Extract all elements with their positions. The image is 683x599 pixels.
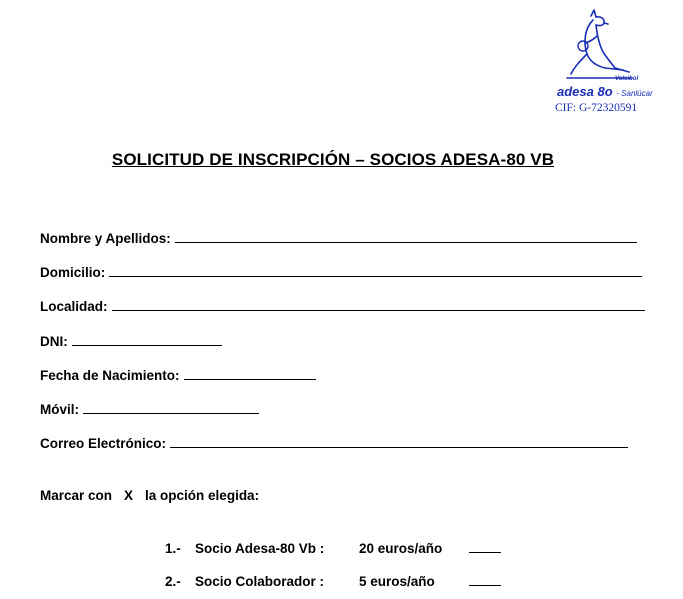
- cif-number: CIF: G-72320591: [555, 102, 638, 114]
- page-title: SOLICITUD DE INSCRIPCIÓN – SOCIOS ADESA-80 VB: [111, 150, 555, 169]
- option-price: 20 euros/año: [359, 541, 443, 556]
- option-checkbox-line[interactable]: [469, 575, 501, 586]
- logo-brand-name: adesa 8o: [557, 84, 613, 99]
- fill-line[interactable]: [109, 264, 642, 277]
- option-socio-colaborador[interactable]: [165, 574, 501, 589]
- option-socio-adesa[interactable]: [165, 541, 501, 556]
- field-label: Domicilio:: [40, 265, 106, 280]
- field-fecha-nacimiento[interactable]: [40, 367, 316, 383]
- fill-line[interactable]: [175, 230, 637, 243]
- field-correo-electronico[interactable]: [40, 435, 628, 451]
- option-number: 2.-: [165, 574, 181, 589]
- logo-brand-text: [557, 84, 653, 99]
- fill-line[interactable]: [72, 333, 222, 346]
- field-localidad[interactable]: [40, 298, 645, 314]
- fill-line[interactable]: [83, 401, 259, 414]
- kangaroo-logo-icon: [563, 8, 633, 84]
- field-nombre-apellidos[interactable]: [40, 230, 637, 246]
- field-label: DNI:: [40, 334, 68, 349]
- option-label: Socio Colaborador :: [195, 574, 325, 589]
- instruction-text: [40, 488, 259, 503]
- instruction-mark: X: [124, 488, 134, 503]
- logo-sport-text: Voleibol: [615, 76, 639, 82]
- field-dni[interactable]: [40, 333, 222, 349]
- fill-line[interactable]: [170, 435, 628, 448]
- club-logo: [553, 8, 663, 118]
- field-label: Localidad:: [40, 299, 108, 314]
- option-checkbox-line[interactable]: [469, 542, 501, 553]
- option-price: 5 euros/año: [359, 574, 435, 589]
- logo-brand-place: - Sanlúcar: [616, 89, 653, 98]
- field-domicilio[interactable]: [40, 264, 642, 280]
- field-label: Nombre y Apellidos:: [40, 231, 171, 246]
- field-label: Móvil:: [40, 402, 79, 417]
- option-number: 1.-: [165, 541, 181, 556]
- field-movil[interactable]: [40, 401, 259, 417]
- field-label: Fecha de Nacimiento:: [40, 368, 180, 383]
- option-label: Socio Adesa-80 Vb :: [195, 541, 325, 556]
- fill-line[interactable]: [112, 298, 645, 311]
- instruction-suffix: la opción elegida:: [145, 488, 260, 503]
- instruction-prefix: Marcar con: [40, 488, 113, 503]
- fill-line[interactable]: [184, 367, 316, 380]
- field-label: Correo Electrónico:: [40, 436, 167, 451]
